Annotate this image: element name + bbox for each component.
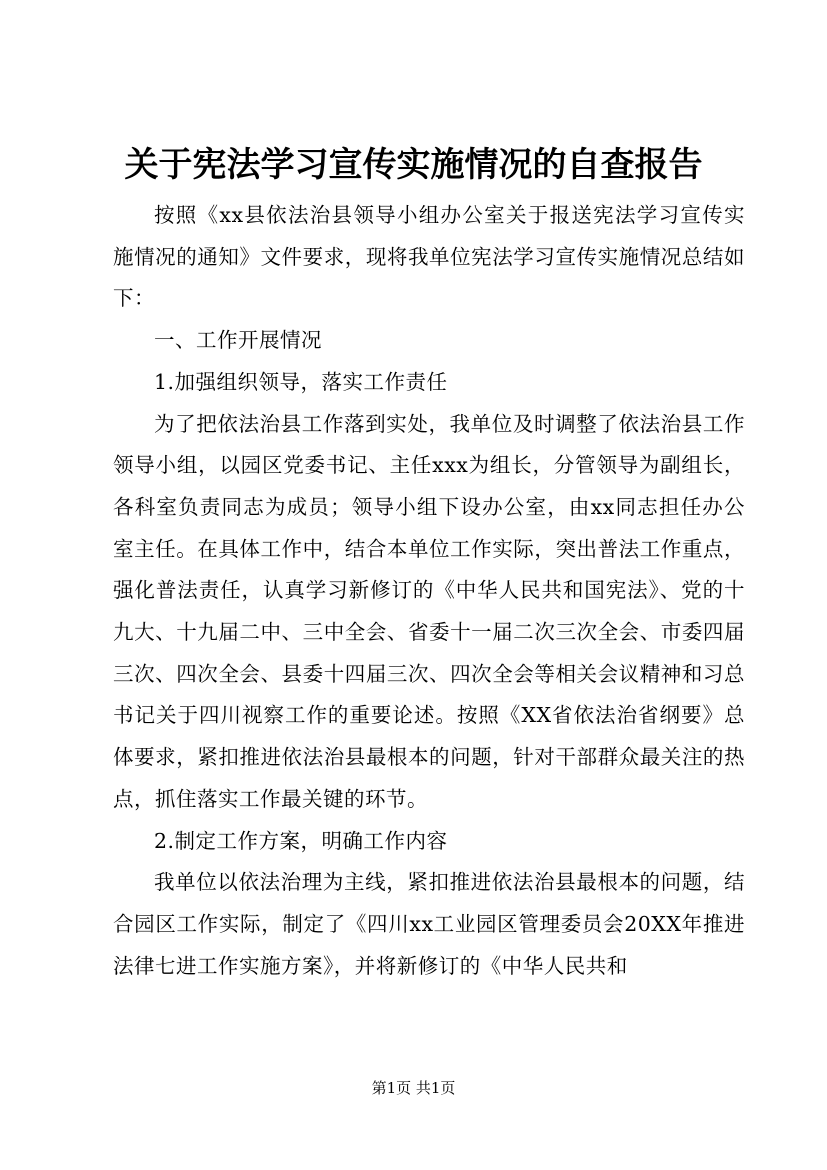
document-title: 关于宪法学习宣传实施情况的自查报告 — [124, 145, 703, 185]
section-heading-1: 一、工作开展情况 — [154, 328, 322, 353]
paragraph-organization: 为了把依法治县工作落到实处，我单位及时调整了依法治县工作领导小组，以园区党委书记、主任xxx为组长，分管领导为副组长，各科室负责同志为成员；领导小组下设办公室，由xx同志担任办公室主任。在具体工作中，结合本单位工作实际，突出普法工作重点，强化普法责任，认真学习新修订的《中华人民共和国宪法》、党的十九大、十九届二中、三中全会、省委十一届二次三次全会、市委四届三次、四次全会、县委十四届三次、四次全会等相关会议精神和习总书记关于四川视察工作的重要论述。按照《XX省依法治省纲要》总体要求，紧扣推进依法治县最根本的问题，针对干部群众最关注的热点，抓住落实工作最关键的环节。 — [113, 411, 745, 811]
document-body — [113, 195, 745, 987]
paragraph-intro: 按照《xx县依法治县领导小组办公室关于报送宪法学习宣传实施情况的通知》文件要求，现将我单位宪法学习宣传实施情况总结如下： — [113, 203, 745, 311]
subheading-2: 2.制定工作方案，明确工作内容 — [154, 828, 448, 853]
paragraph-plan: 我单位以依法治理为主线，紧扣推进依法治县最根本的问题，结合园区工作实际，制定了《四川xx工业园区管理委员会20XX年推进法律七进工作实施方案》，并将新修订的《中华人民共和 — [113, 870, 745, 978]
page-footer: 第1页 共1页 — [371, 1079, 456, 1097]
subheading-1: 1.加强组织领导，落实工作责任 — [154, 369, 448, 394]
